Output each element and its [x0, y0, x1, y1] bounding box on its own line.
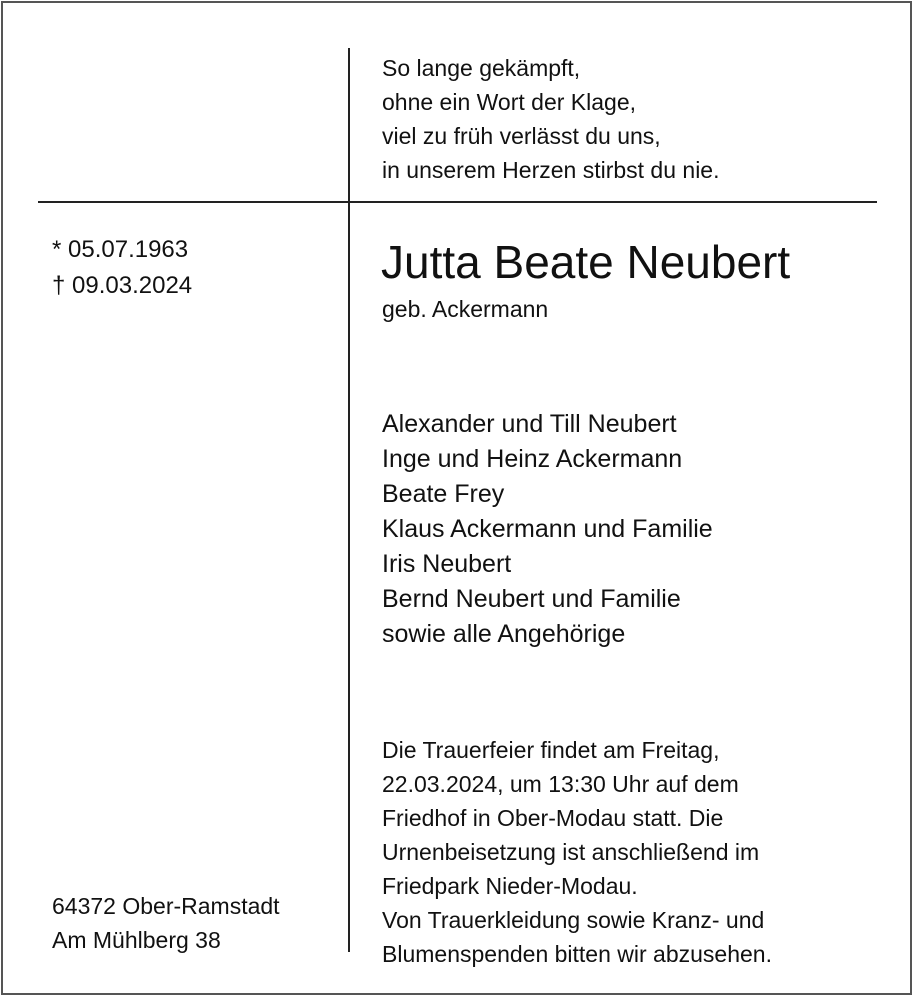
- mourner: sowie alle Angehörige: [382, 620, 626, 648]
- mourner: Beate Frey: [382, 480, 505, 508]
- birth-name: geb. Ackermann: [382, 296, 549, 322]
- life-dates: [52, 232, 192, 304]
- notice-line: Von Trauerkleidung sowie Kranz- und: [382, 907, 765, 933]
- poem-line: viel zu früh verlässt du uns,: [382, 123, 661, 149]
- mourner: Klaus Ackermann und Familie: [382, 515, 713, 543]
- notice-line: Die Trauerfeier findet am Freitag,: [382, 737, 720, 763]
- notice-line: Friedpark Nieder-Modau.: [382, 873, 638, 899]
- mourners-list: [382, 407, 713, 652]
- funeral-notice: [382, 733, 772, 971]
- notice-line: 22.03.2024, um 13:30 Uhr auf dem: [382, 771, 739, 797]
- notice-line: Blumenspenden bitten wir abzusehen.: [382, 941, 772, 967]
- address-street: Am Mühlberg 38: [52, 927, 221, 953]
- address: [52, 889, 280, 957]
- mourner: Inge und Heinz Ackermann: [382, 445, 683, 473]
- mourner: Bernd Neubert und Familie: [382, 585, 681, 613]
- address-city: 64372 Ober-Ramstadt: [52, 893, 280, 919]
- poem-line: in unserem Herzen stirbst du nie.: [382, 157, 720, 183]
- notice-line: Urnenbeisetzung ist anschließend im: [382, 839, 760, 865]
- mourner: Iris Neubert: [382, 550, 512, 578]
- poem: [382, 51, 720, 187]
- birth-date: * 05.07.1963: [52, 236, 189, 263]
- notice-line: Friedhof in Ober-Modau statt. Die: [382, 805, 724, 831]
- poem-line: ohne ein Wort der Klage,: [382, 89, 637, 115]
- poem-line: So lange gekämpft,: [382, 55, 581, 81]
- horizontal-divider: [38, 201, 877, 203]
- deceased-name: Jutta Beate Neubert: [381, 236, 791, 288]
- vertical-divider: [348, 48, 350, 952]
- mourner: Alexander und Till Neubert: [382, 410, 677, 438]
- death-date: † 09.03.2024: [52, 272, 193, 299]
